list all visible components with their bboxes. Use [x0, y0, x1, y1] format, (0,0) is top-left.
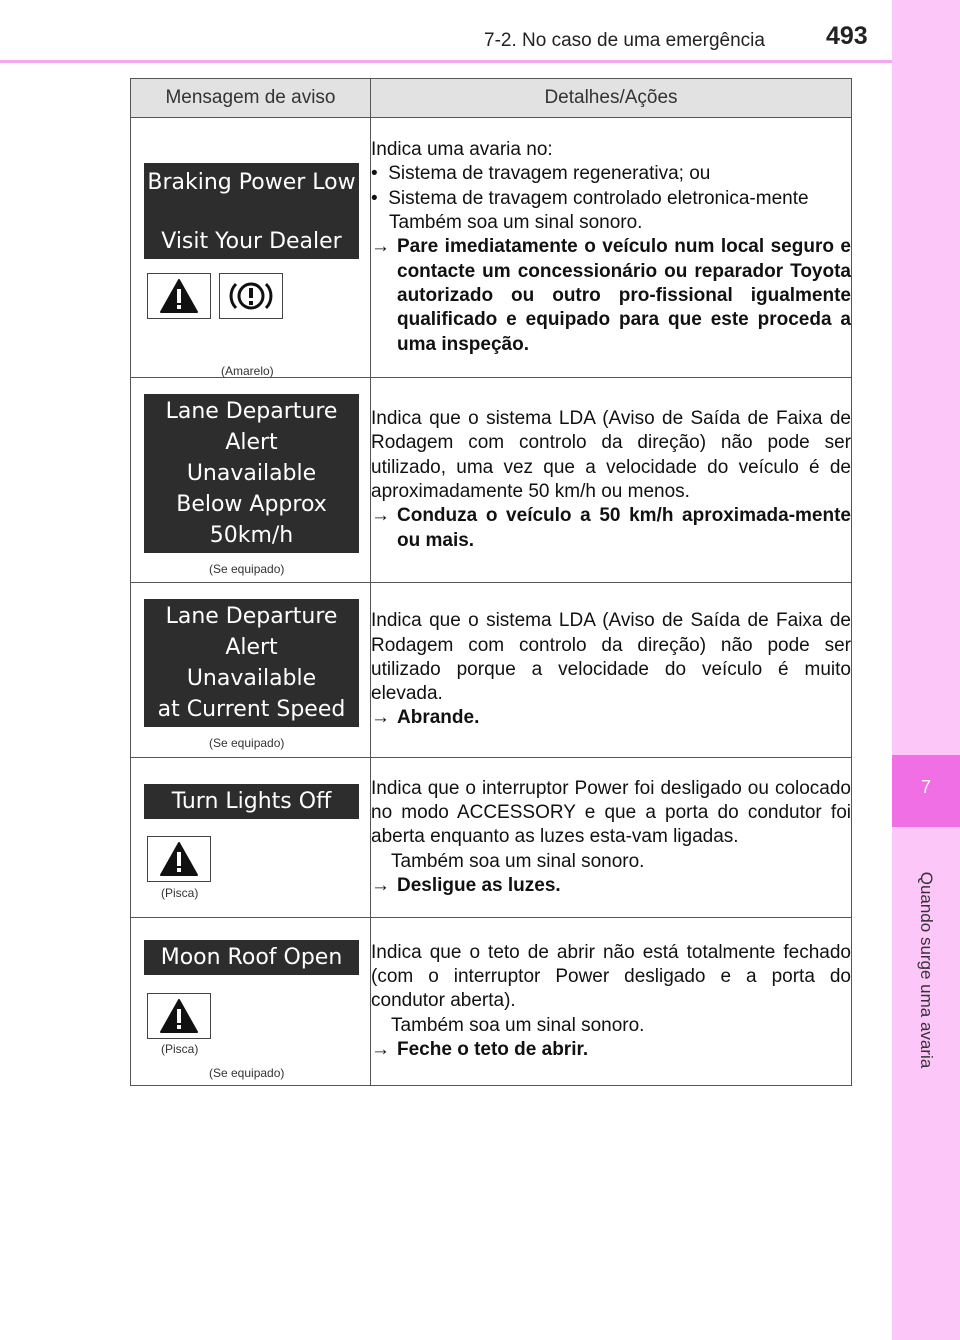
blink-note: (Pisca) — [161, 1042, 199, 1056]
detail-action: → Abrande. — [371, 706, 851, 730]
display-lda-current-speed — [144, 599, 359, 727]
warning-triangle-icon — [147, 273, 211, 319]
message-cell — [131, 583, 371, 758]
warning-message-table — [130, 78, 852, 1086]
equipment-note: (Se equipado) — [209, 1066, 285, 1080]
display-line: Alert — [225, 635, 278, 660]
display-line: Visit Your Dealer — [161, 229, 342, 254]
chapter-side-tab — [892, 0, 960, 1340]
chapter-number-box — [892, 755, 960, 827]
detail-text: Indica que o interruptor Power foi desligado ou colocado no modo ACCESSORY e que a porta do condutor foi aberta enquanto as luzes esta-vam ligadas. — [371, 777, 851, 848]
table-row — [131, 758, 852, 918]
display-turn-lights-off — [144, 784, 359, 819]
display-line: Unavailable — [186, 666, 317, 691]
display-line: Lane Departure — [165, 604, 338, 629]
message-cell — [131, 918, 371, 1086]
detail-action: → Conduza o veículo a 50 km/h aproximada-mente ou mais. — [371, 505, 851, 551]
arrow-icon: → — [371, 236, 390, 258]
detail-text: Indica que o teto de abrir não está totalmente fechado (com o interruptor Power desligado e a porta do condutor aberta). — [371, 941, 851, 1012]
display-line: Lane Departure — [165, 399, 338, 424]
detail-intro: Indica uma avaria no: — [371, 139, 553, 161]
message-cell — [131, 118, 371, 378]
table-row — [131, 118, 852, 378]
detail-text: Indica que o sistema LDA (Aviso de Saída de Faixa de Rodagem com controlo da direção) não pode ser utilizado, uma vez que a velocidade do veículo é de aproximadamente 50 km/h ou menos. — [371, 408, 851, 502]
color-note: (Amarelo) — [221, 364, 274, 378]
chapter-number: 7 — [920, 777, 931, 797]
detail-sound: Também soa um sinal sonoro. — [391, 1014, 645, 1036]
detail-text: Indica que o sistema LDA (Aviso de Saída de Faixa de Rodagem com controlo da direção) não pode ser utilizado porque a velocidade do veículo é muito elevada. — [371, 610, 851, 705]
warning-triangle-icon — [147, 836, 211, 882]
details-cell — [371, 758, 852, 918]
table-row — [131, 378, 852, 583]
message-cell — [131, 758, 371, 918]
arrow-icon: → — [371, 505, 390, 527]
detail-action: → Desligue as luzes. — [371, 874, 851, 898]
detail-sound: Também soa um sinal sonoro. — [391, 850, 645, 872]
detail-bullet: • Sistema de travagem controlado eletronica-mente — [371, 187, 809, 209]
display-line: at Current Speed — [157, 697, 346, 722]
arrow-icon: → — [371, 707, 390, 729]
details-cell — [371, 118, 852, 378]
chapter-title: Quando surge uma avaria — [917, 871, 936, 1069]
display-line: Moon Roof Open — [160, 945, 343, 970]
arrow-icon: → — [371, 1038, 390, 1060]
display-lda-below-speed — [144, 394, 359, 553]
detail-action: → Pare imediatamente o veículo num local seguro e contacte um concessionário ou reparador Toyota autorizado ou outro pro-fissional igualmente qualificado e equipado para que este proceda a uma inspeção. — [371, 236, 851, 355]
display-moon-roof-open — [144, 940, 359, 975]
display-braking-power-low — [144, 163, 359, 259]
brake-warning-icon — [219, 273, 283, 319]
header-divider — [0, 60, 892, 63]
column-header-details: Detalhes/Ações — [371, 79, 852, 118]
display-line: 50km/h — [209, 523, 294, 548]
equipment-note: (Se equipado) — [209, 562, 285, 576]
display-line: Below Approx — [176, 492, 327, 517]
display-line: Braking Power Low — [147, 170, 356, 195]
display-line: Unavailable — [186, 461, 317, 486]
details-cell — [371, 378, 852, 583]
message-cell — [131, 378, 371, 583]
blink-note: (Pisca) — [161, 886, 199, 900]
table-header-row — [131, 79, 852, 118]
warning-triangle-icon — [147, 993, 211, 1039]
page-number: 493 — [826, 22, 868, 50]
section-title: 7-2. No caso de uma emergência — [484, 30, 765, 51]
arrow-icon: → — [371, 874, 390, 896]
details-cell — [371, 583, 852, 758]
table-row — [131, 918, 852, 1086]
detail-sound: Também soa um sinal sonoro. — [389, 212, 643, 234]
column-header-message: Mensagem de aviso — [131, 79, 371, 118]
equipment-note: (Se equipado) — [209, 736, 285, 750]
table-row — [131, 583, 852, 758]
display-line: Alert — [225, 430, 278, 455]
details-cell — [371, 918, 852, 1086]
detail-action: → Feche o teto de abrir. — [371, 1038, 851, 1062]
detail-bullet: • Sistema de travagem regenerativa; ou — [371, 163, 711, 185]
display-line: Turn Lights Off — [171, 789, 332, 814]
